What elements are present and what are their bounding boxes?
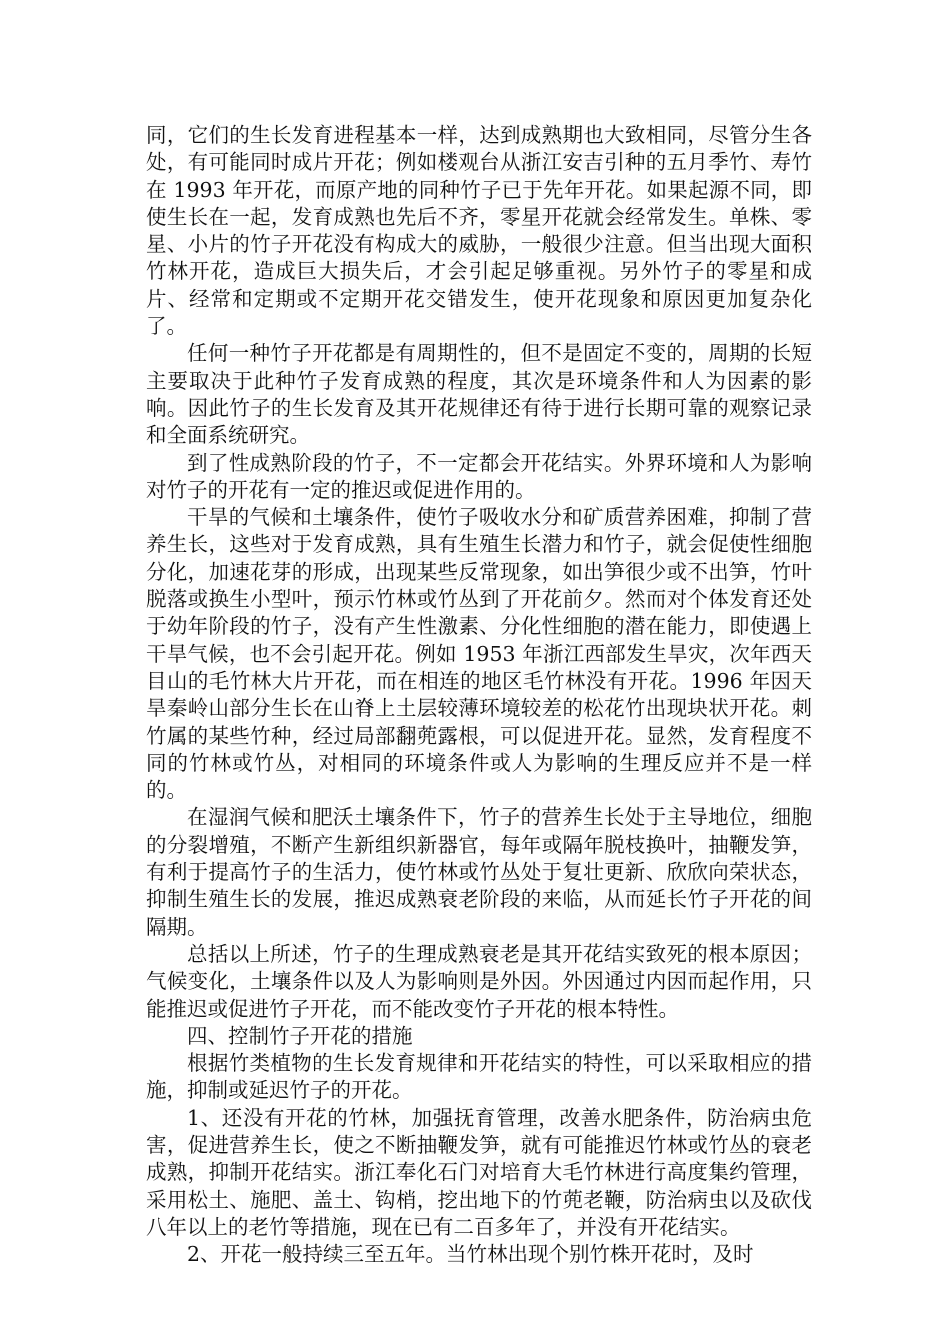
document-page [146,122,812,1268]
paragraph-flowering-periodicity: 任何一种竹子开花都是有周期性的，但不是固定不变的，周期的长短主要取决于此种竹子发育成熟的程度，其次是环境条件和人为因素的影响。因此竹子的生长发育及其开花规律还有待于进行长期可靠的观察记录和全面系统研究。 [146,341,812,448]
section-heading-control-measures: 四、控制竹子开花的措施 [187,1023,413,1048]
paragraph-drought-conditions: 干旱的气候和土壤条件，使竹子吸收水分和矿质营养困难，抑制了营养生长，这些对于发育成熟，具有生殖生长潜力和竹子，就会促使性细胞分化，加速花芽的形成，出现某些反常现象，如出笋很少或不出笋，竹叶脱落或换生小型叶，预示竹林或竹丛到了开花前夕。然而对个体发育还处于幼年阶段的竹子，没有产生性激素、分化性细胞的潜在能力，即使遇上干旱气候，也不会引起开花。例如 1953 年浙江西部发生旱灾，次年西天目山的毛竹林大片开花，而在相连的地区毛竹林没有开花。1996 年因天旱秦岭山部分生长在山脊上土层较薄环境较差的松花竹出现块状开花。刺竹属的某些竹种，经过局部翻蔸露根，可以促进开花。显然，发育程度不同的竹林或竹丛，对相同的环境条件或人为影响的生理反应并不是一样的。 [146,505,812,803]
paragraph-humid-conditions: 在湿润气候和肥沃土壤条件下，竹子的营养生长处于主导地位，细胞的分裂增殖，不断产生新组织新器官，每年或隔年脱枝换叶，抽鞭发笋，有利于提高竹子的生活力，使竹林或竹丛处于复壮更新、欣欣向荣状态，抑制生殖生长的发展，推迟成熟衰老阶段的来临，从而延长竹子开花的间隔期。 [146,805,812,939]
paragraph-maturity-stage: 到了性成熟阶段的竹子，不一定都会开花结实。外界环境和人为影响对竹子的开花有一定的推迟或促进作用的。 [146,450,812,502]
paragraph-summary: 总括以上所述，竹子的生理成熟衰老是其开花结实致死的根本原因；气候变化，土壤条件以及人为影响则是外因。外因通过内因而起作用，只能推迟或促进竹子开花，而不能改变竹子开花的根本特性。 [146,941,812,1021]
paragraph-measure-2: 2、开花一般持续三至五年。当竹林出现个别竹株开花时，及时 [187,1242,754,1267]
paragraph-measures-intro: 根据竹类植物的生长发育规律和开花结实的特性，可以采取相应的措施，抑制或延迟竹子的开花。 [146,1051,812,1103]
paragraph-continuation: 同，它们的生长发育进程基本一样，达到成熟期也大致相同，尽管分生各处，有可能同时成片开花；例如楼观台从浙江安吉引种的五月季竹、寿竹在 1993 年开花，而原产地的同种竹子已于先年开花。如果起源不同，即使生长在一起，发育成熟也先后不齐，零星开花就会经常发生。单株、零星、小片的竹子开花没有构成大的威胁，一般很少注意。但当出现大面积竹林开花，造成巨大损失后，才会引起足够重视。另外竹子的零星和成片、经常和定期或不定期开花交错发生，使开花现象和原因更加复杂化了。 [146,123,812,339]
paragraph-measure-1: 1、还没有开花的竹林，加强抚育管理，改善水肥条件，防治病虫危害，促进营养生长，使之不断抽鞭发笋，就有可能推迟竹林或竹丛的衰老成熟，抑制开花结实。浙江奉化石门对培育大毛竹林进行高度集约管理，采用松土、施肥、盖土、钩梢，挖出地下的竹蔸老鞭，防治病虫以及砍伐八年以上的老竹等措施，现在已有二百多年了，并没有开花结实。 [146,1105,812,1239]
